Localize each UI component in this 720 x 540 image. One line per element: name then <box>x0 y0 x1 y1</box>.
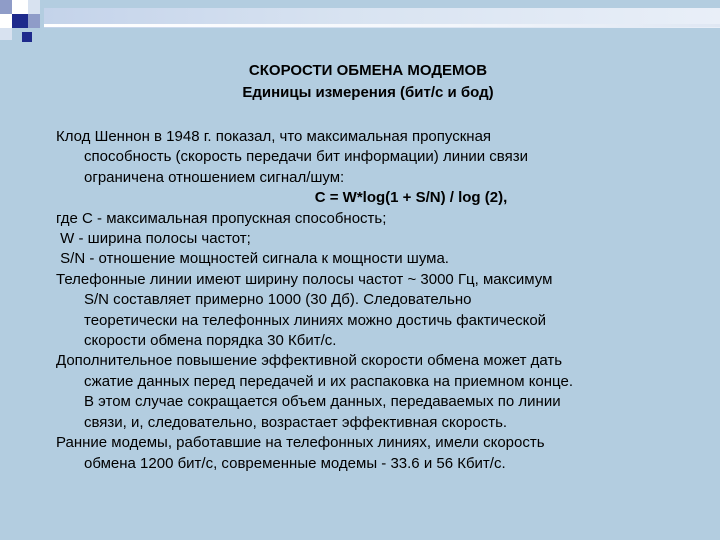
corner-square-decor <box>0 14 12 28</box>
corner-square-decor <box>28 0 40 14</box>
corner-square-decor <box>0 0 12 14</box>
slide-subtitle: Единицы измерения (бит/с и бод) <box>242 84 494 101</box>
corner-square-decor <box>0 28 12 40</box>
corner-square-decor <box>12 0 28 14</box>
text-line: способность (скорость передачи бит информации) линии связи <box>84 148 528 166</box>
text-line: В этом случае сокращается объем данных, передаваемых по линии <box>84 393 561 411</box>
corner-square-decor <box>22 32 32 42</box>
text-line: теоретически на телефонных линиях можно достичь фактической <box>84 311 547 329</box>
header-divider <box>44 24 720 27</box>
text-line: Телефонные линии имеют ширину полосы частот ~ 3000 Гц, максимум <box>56 270 553 288</box>
corner-square-decor <box>28 14 40 28</box>
text-line: Клод Шеннон в 1948 г. показал, что максимальная пропускная <box>56 128 492 145</box>
text-line: сжатие данных перед передачей и их распаковка на приемном конце. <box>84 372 573 390</box>
paragraph-compression <box>56 351 696 433</box>
paragraph-shannon <box>56 127 696 188</box>
text-line: ограничена отношением сигнал/шум: <box>84 168 345 186</box>
paragraph-telephone-lines <box>56 270 696 352</box>
paragraph-early-modems <box>56 433 696 474</box>
text-line: обмена 1200 бит/с, современные модемы - 33.6 и 56 Кбит/с. <box>84 454 506 472</box>
text-line: S/N составляет примерно 1000 (30 Дб). Следовательно <box>84 291 472 309</box>
text-line: Ранние модемы, работавшие на телефонных линиях, имели скорость <box>56 434 545 452</box>
text-line: связи, и, следовательно, возрастает эффективная скорость. <box>84 413 508 431</box>
slide-title: СКОРОСТИ ОБМЕНА МОДЕМОВ <box>248 62 488 79</box>
definition-w: W - ширина полосы частот; <box>56 230 251 248</box>
corner-square-decor <box>12 14 28 28</box>
text-line: скорости обмена порядка 30 Кбит/с. <box>84 332 337 350</box>
slide-body <box>56 127 696 474</box>
formula: C = W*log(1 + S/N) / log (2), <box>314 189 508 207</box>
definition-c: где С - максимальная пропускная способность; <box>56 209 387 227</box>
definition-sn: S/N - отношение мощностей сигнала к мощности шума. <box>56 250 449 268</box>
text-line: Дополнительное повышение эффективной скорости обмена может дать <box>56 352 563 370</box>
